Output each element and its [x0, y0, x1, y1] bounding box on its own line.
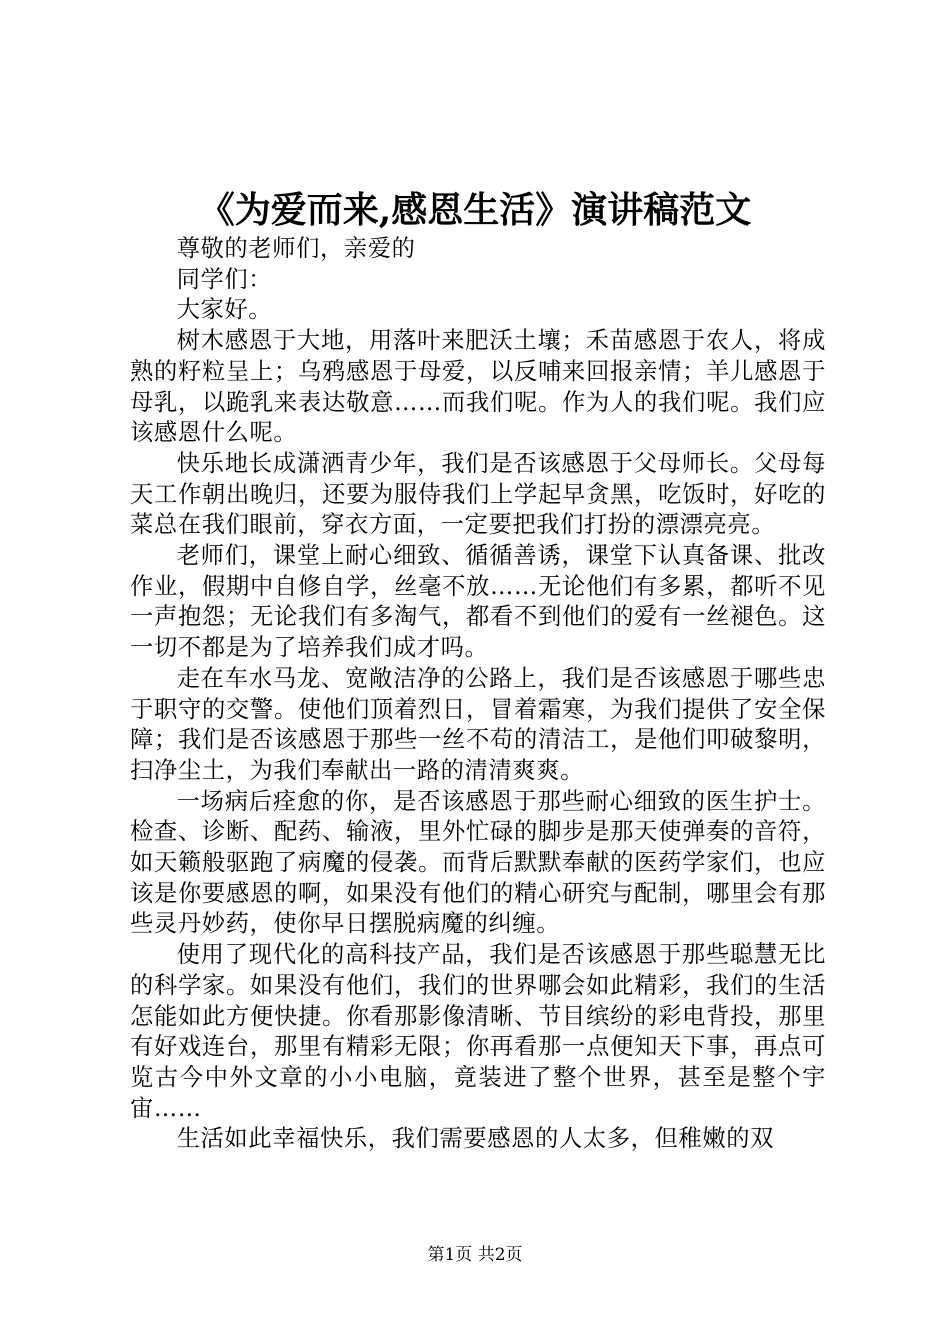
- paragraph: 走在车水马龙、宽敞洁净的公路上，我们是否该感恩于哪些忠于职守的交警。使他们顶着烈日，冒着霜寒，为我们提供了安全保障；我们是否该感恩于那些一丝不苟的清洁工，是他们叩破黎明，扫净尘土，为我们奉献出一路的清清爽爽。: [130, 664, 826, 784]
- greeting-line: 大家好。: [176, 296, 273, 324]
- paragraph: 树木感恩于大地，用落叶来肥沃土壤；禾苗感恩于农人，将成熟的籽粒呈上；乌鸦感恩于母爱，以反哺来回报亲情；羊儿感恩于母乳，以跪乳来表达敬意……而我们呢。作为人的我们呢。我们应该感恩什么呢。: [130, 327, 826, 447]
- paragraph: 使用了现代化的高科技产品，我们是否该感恩于那些聪慧无比的科学家。如果没有他们，我们的世界哪会如此精彩，我们的生活怎能如此方便快捷。你看那影像清晰、节目缤纷的彩电背投，那里有好戏连台，那里有精彩无限；你再看那一点便知天下事，再点可览古今中外文章的小小电脑，竟装进了整个世界，甚至是整个宇宙……: [130, 941, 826, 1122]
- document-body: [130, 234, 826, 1155]
- paragraph: 老师们，课堂上耐心细致、循循善诱，课堂下认真备课、批改作业，假期中自修自学，丝毫不放……无论他们有多累，都听不见一声抱怨；无论我们有多淘气，都看不到他们的爱有一丝褪色。这一切不都是为了培养我们成才吗。: [130, 542, 826, 662]
- salutation-line-2: 同学们：: [176, 265, 273, 293]
- document-title: 《为爱而来,感恩生活》演讲稿范文: [198, 189, 752, 231]
- paragraph: 一场病后痊愈的你，是否该感恩于那些耐心细致的医生护士。检查、诊断、配药、输液，里外忙碌的脚步是那天使弹奏的音符，如天籁般驱跑了病魔的侵袭。而背后默默奉献的医药学家们，也应该是你要感恩的啊，如果没有他们的精心研究与配制，哪里会有那些灵丹妙药，使你早日摆脱病魔的纠缠。: [130, 787, 826, 938]
- paragraph: 快乐地长成潇洒青少年，我们是否该感恩于父母师长。父母每天工作朝出晚归，还要为服侍我们上学起早贪黑，吃饭时，好吃的菜总在我们眼前，穿衣方面，一定要把我们打扮的漂漂亮亮。: [130, 449, 826, 539]
- salutation-line-1: 尊敬的老师们，亲爱的: [176, 235, 416, 262]
- page-number-footer: 第1页 共2页: [427, 1245, 523, 1265]
- paragraph: 生活如此幸福快乐，我们需要感恩的人太多，但稚嫩的双: [176, 1125, 775, 1153]
